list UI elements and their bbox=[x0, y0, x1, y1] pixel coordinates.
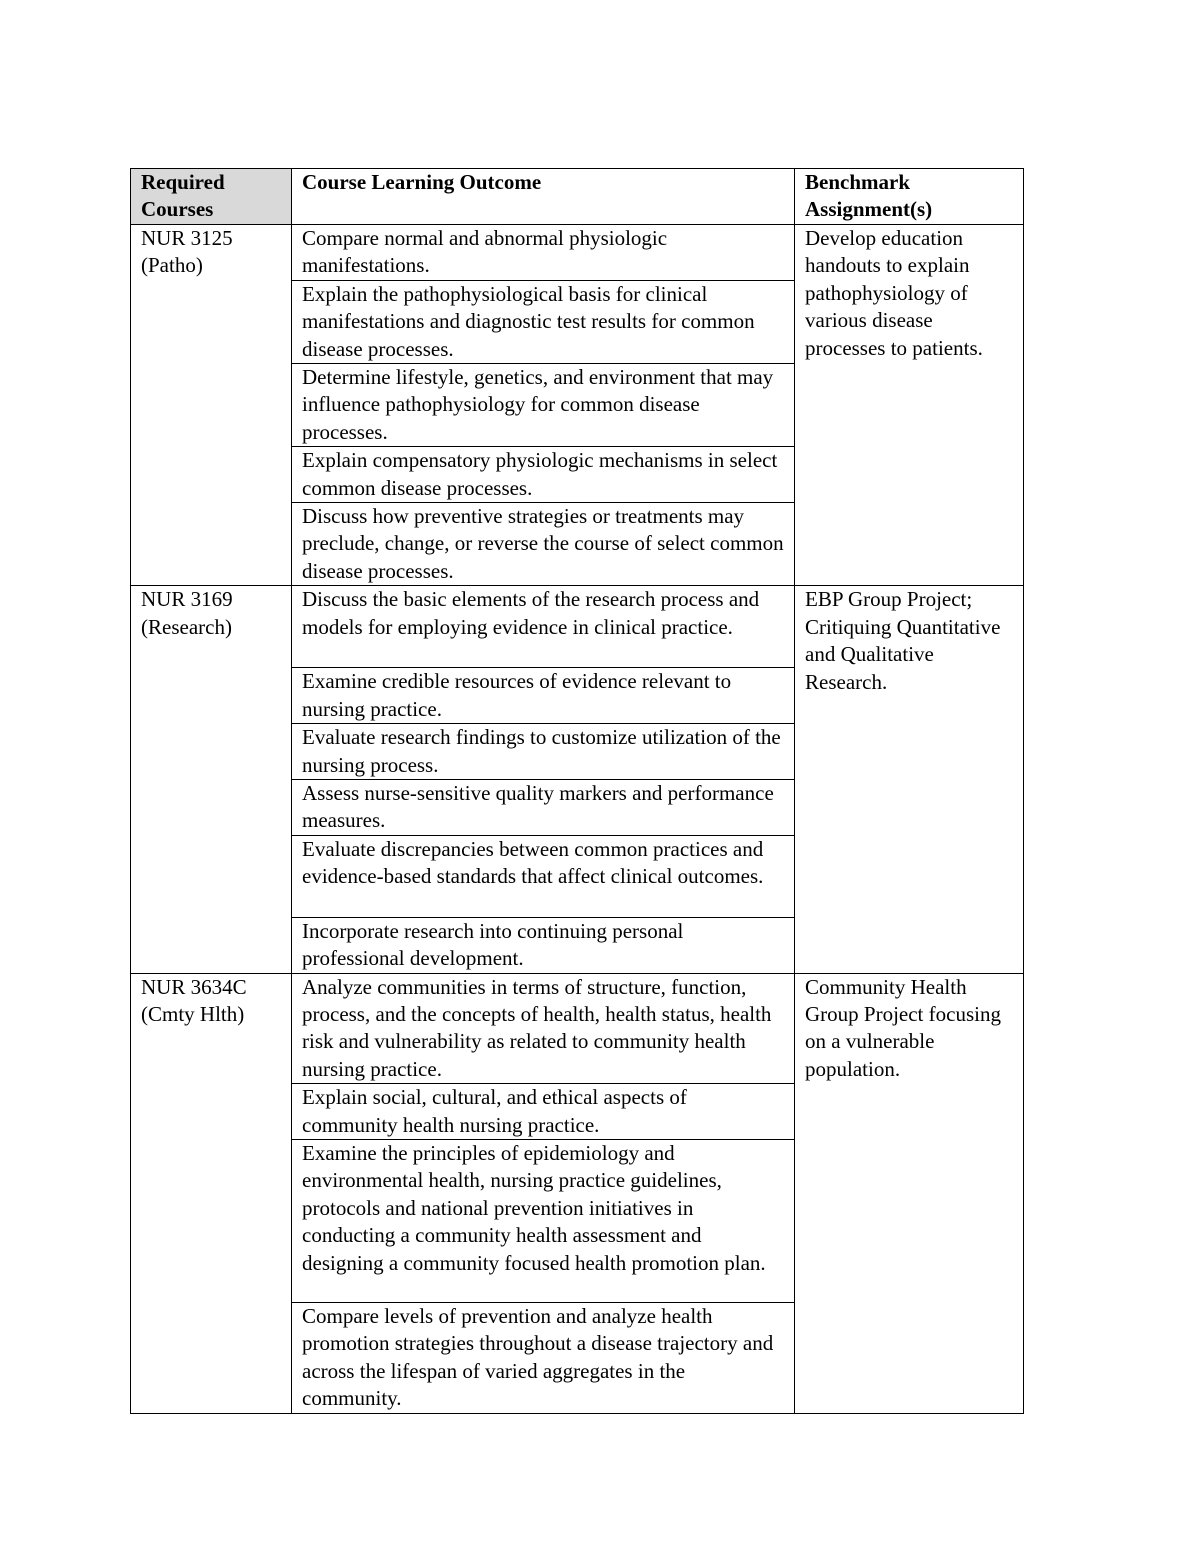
outcome-cell: Evaluate research findings to customize utilization of the nursing process. bbox=[292, 724, 795, 780]
course-cell-nur-3634c bbox=[131, 973, 292, 1413]
outcome-cell: Discuss the basic elements of the research process and models for employing evidence in clinical practice. bbox=[292, 586, 795, 668]
outcome-cell: Examine the principles of epidemiology and environmental health, nursing practice guidelines, protocols and national prevention initiatives in conducting a community health assessment and designing a community focused health promotion plan. bbox=[292, 1139, 795, 1302]
course-code: NUR 3634C bbox=[141, 974, 247, 999]
course-cell-nur-3125 bbox=[131, 225, 292, 586]
table-row bbox=[131, 586, 1024, 668]
outcome-cell: Explain social, cultural, and ethical aspects of community health nursing practice. bbox=[292, 1084, 795, 1140]
outcome-cell: Incorporate research into continuing personal professional development. bbox=[292, 917, 795, 973]
header-row bbox=[131, 169, 1024, 225]
benchmark-cell-nur-3169: EBP Group Project; Critiquing Quantitative and Qualitative Research. bbox=[795, 586, 1024, 973]
outcome-cell: Explain the pathophysiological basis for clinical manifestations and diagnostic test results for common disease processes. bbox=[292, 280, 795, 363]
course-cell-nur-3169 bbox=[131, 586, 292, 973]
course-outcomes-table bbox=[130, 168, 1024, 1414]
outcome-cell: Assess nurse-sensitive quality markers and performance measures. bbox=[292, 779, 795, 835]
required-courses-header: Required Courses bbox=[131, 169, 292, 225]
outcome-cell: Explain compensatory physiologic mechanisms in select common disease processes. bbox=[292, 447, 795, 503]
outcome-cell: Examine credible resources of evidence relevant to nursing practice. bbox=[292, 668, 795, 724]
outcome-cell: Analyze communities in terms of structure, function, process, and the concepts of health, health status, health risk and vulnerability as related to community health nursing practice. bbox=[292, 973, 795, 1084]
benchmark-cell-nur-3125: Develop education handouts to explain pathophysiology of various disease processes to patients. bbox=[795, 225, 1024, 586]
outcome-cell: Discuss how preventive strategies or treatments may preclude, change, or reverse the course of select common disease processes. bbox=[292, 503, 795, 586]
outcome-cell: Compare levels of prevention and analyze health promotion strategies throughout a disease trajectory and across the lifespan of varied aggregates in the community. bbox=[292, 1302, 795, 1413]
course-short-name: (Patho) bbox=[141, 253, 203, 278]
table-body bbox=[131, 225, 1024, 1414]
outcome-cell: Evaluate discrepancies between common practices and evidence-based standards that affect clinical outcomes. bbox=[292, 835, 795, 917]
course-code: NUR 3125 bbox=[141, 226, 233, 250]
outcome-cell: Compare normal and abnormal physiologic manifestations. bbox=[292, 225, 795, 281]
table-row bbox=[131, 225, 1024, 281]
course-code: NUR 3169 bbox=[141, 587, 233, 612]
course-learning-outcome-header: Course Learning Outcome bbox=[292, 169, 795, 225]
benchmark-assignments-header: Benchmark Assignment(s) bbox=[795, 169, 1024, 225]
course-short-name: (Research) bbox=[141, 614, 232, 639]
benchmark-cell-nur-3634c: Community Health Group Project focusing on a vulnerable population. bbox=[795, 973, 1024, 1413]
course-short-name: (Cmty Hlth) bbox=[141, 1001, 245, 1026]
table-row bbox=[131, 973, 1024, 1084]
outcome-cell: Determine lifestyle, genetics, and environment that may influence pathophysiology for common disease processes. bbox=[292, 364, 795, 447]
